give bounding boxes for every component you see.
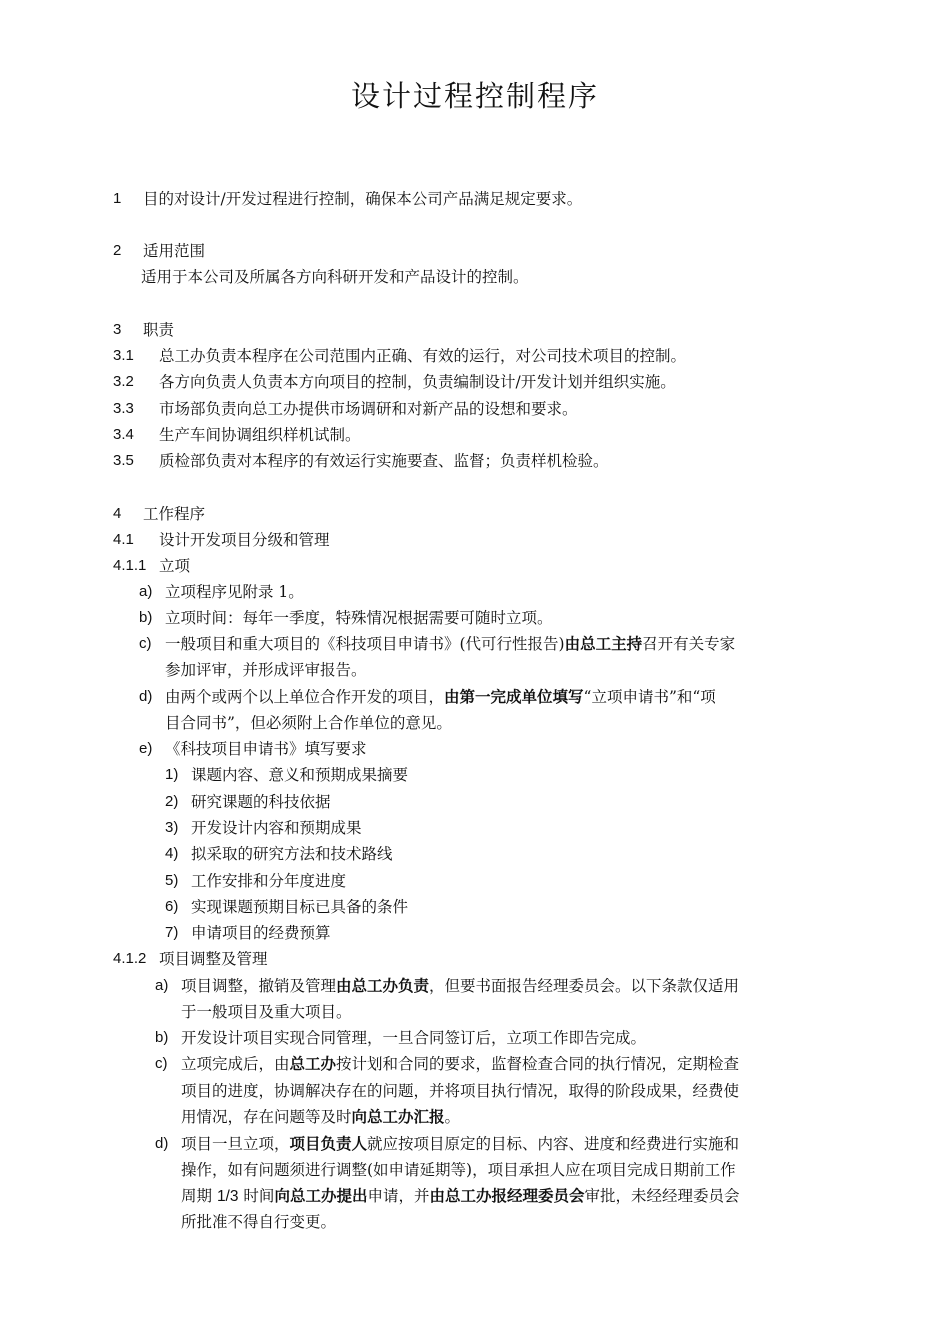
section-1-text: 目的对设计/开发过程进行控制，确保本公司产品满足规定要求。 [143,190,583,208]
subsection-number: 4.1.1 [113,557,147,574]
list-item: 立项完成后，由总工办按计划和合同的要求，监督检查合同的执行情况，定期检查 [181,1055,740,1073]
item-number: 3.4 [113,426,134,443]
sublist-marker: 4) [165,845,179,862]
emphasis-text: 由总工主持 [564,635,643,653]
sublist-item: 实现课题预期目标已具备的条件 [191,898,409,916]
sublist-item: 课题内容、意义和预期成果摘要 [191,766,409,784]
section-number: 2 [113,242,122,259]
sublist-marker: 3) [165,819,179,836]
section-number: 1 [113,190,122,207]
list-marker: d) [139,688,153,705]
sublist-item: 研究课题的科技依据 [191,793,331,811]
list-marker: a) [139,583,153,600]
item-number: 3.1 [113,347,134,364]
document-title: 设计过程控制程序 [350,79,599,113]
list-item: 由两个或两个以上单位合作开发的项目，由第一完成单位填写“立项申请书”和“项 [165,688,716,706]
list-item-continuation: 参加评审，并形成评审报告。 [165,661,367,679]
list-item-continuation: 操作，如有问题须进行调整(如申请延期等)，项目承担人应在项目完成日期前工作 [181,1161,736,1179]
list-item-continuation: 于一般项目及重大项目。 [181,1003,352,1021]
list-item-continuation: 周期 1/3 时间向总工办提出申请，并由总工办报经理委员会审批，未经经理委员会 [181,1187,740,1205]
list-item-continuation: 所批准不得自行变更。 [181,1213,337,1231]
subsection-4-1-1-heading: 立项 [159,557,191,575]
sublist-marker: 1) [165,766,179,783]
list-item-continuation: 目合同书”，但必须附上合作单位的意见。 [165,714,452,732]
duty-item: 生产车间协调组织样机试制。 [159,426,361,444]
emphasis-text: 项目负责人 [289,1135,368,1153]
duty-item: 质检部负责对本程序的有效运行实施要查、监督；负责样机检验。 [159,452,609,470]
section-4-heading: 工作程序 [143,505,206,523]
list-marker: e) [139,740,153,757]
subsection-4-1-2-heading: 项目调整及管理 [159,950,268,968]
section-3-heading: 职责 [143,321,175,339]
item-number: 3.5 [113,452,134,469]
duty-item: 市场部负责向总工办提供市场调研和对新产品的设想和要求。 [159,400,578,418]
item-number: 3.3 [113,400,134,417]
list-item: 立项时间：每年一季度，特殊情况根据需要可随时立项。 [165,609,553,627]
sublist-marker: 7) [165,924,179,941]
list-marker: d) [155,1135,169,1152]
list-item: 立项程序见附录 1。 [165,583,304,601]
sublist-item: 拟采取的研究方法和技术路线 [191,845,393,863]
sublist-marker: 2) [165,793,179,810]
list-item: 开发设计项目实现合同管理，一旦合同签订后，立项工作即告完成。 [181,1029,647,1047]
sublist-item: 开发设计内容和预期成果 [191,819,362,837]
emphasis-text: 总工办 [289,1055,337,1073]
emphasis-text: 向总工办汇报 [351,1108,445,1126]
emphasis-text: 向总工办提出 [274,1187,368,1205]
list-marker: b) [139,609,153,626]
subsection-number: 4.1.2 [113,950,147,967]
list-marker: c) [139,635,152,652]
emphasis-text: 由总工办报经理委员会 [429,1187,585,1205]
list-item: 项目一旦立项，项目负责人就应按项目原定的目标、内容、进度和经费进行实施和 [181,1135,740,1153]
list-marker: a) [155,977,169,994]
list-marker: c) [155,1055,168,1072]
list-item: 《科技项目申请书》填写要求 [165,740,367,758]
list-item: 一般项目和重大项目的《科技项目申请书》(代可行性报告)由总工主持召开有关专家 [165,635,736,653]
section-number: 3 [113,321,122,338]
subsection-number: 4.1 [113,531,134,548]
sublist-item: 申请项目的经费预算 [191,924,331,942]
subsection-4-1-heading: 设计开发项目分级和管理 [159,531,330,549]
item-number: 3.2 [113,373,134,390]
duty-item: 各方向负责人负责本方向项目的控制，负责编制设计/开发计划并组织实施。 [159,373,676,391]
duty-item: 总工办负责本程序在公司范围内正确、有效的运行，对公司技术项目的控制。 [159,347,687,365]
list-item-continuation: 项目的进度，协调解决存在的问题，并将项目执行情况，取得的阶段成果，经费使 [181,1082,740,1100]
emphasis-text: 由总工办负责 [336,977,430,995]
sublist-marker: 5) [165,872,179,889]
sublist-item: 工作安排和分年度进度 [191,872,347,890]
section-2-heading: 适用范围 [143,242,206,260]
sublist-marker: 6) [165,898,179,915]
list-item: 项目调整，撤销及管理由总工办负责，但要书面报告经理委员会。以下条款仅适用 [181,977,740,995]
list-item-continuation: 用情况，存在问题等及时向总工办汇报。 [181,1108,461,1126]
section-2-text: 适用于本公司及所属各方向科研开发和产品设计的控制。 [141,268,529,286]
section-number: 4 [113,505,122,522]
emphasis-text: 由第一完成单位填写 [444,688,584,706]
list-marker: b) [155,1029,169,1046]
